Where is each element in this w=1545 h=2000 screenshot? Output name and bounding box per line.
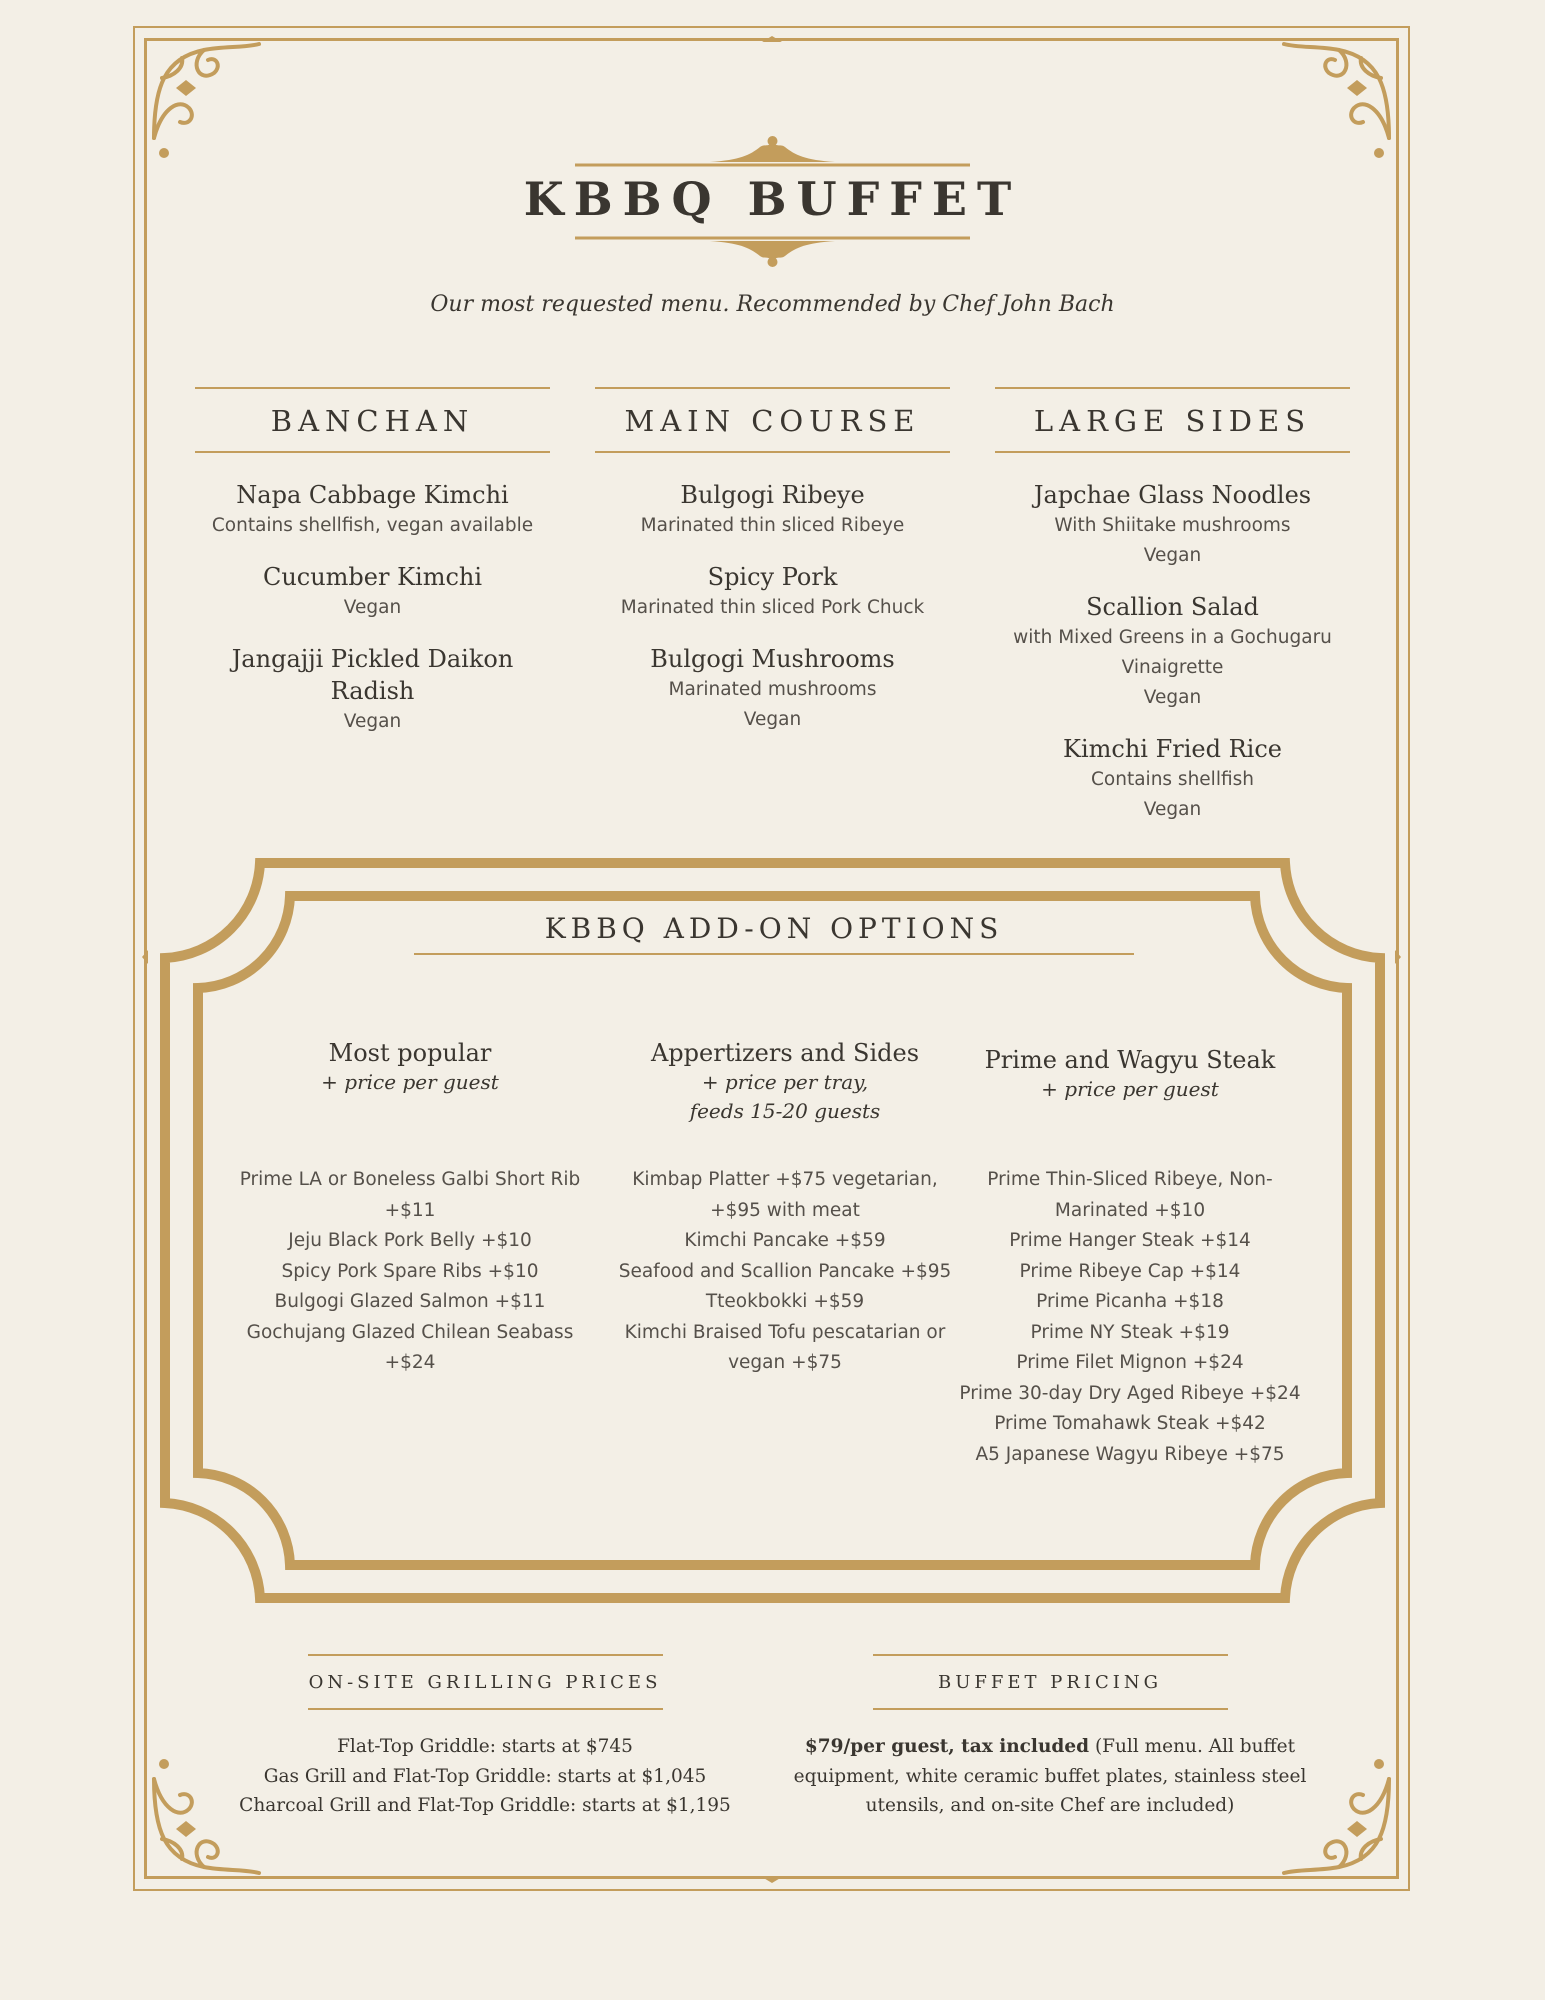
addon-list-item: Gochujang Glazed Chilean Seabass: [246, 1321, 574, 1343]
addon-heading: Prime and Wagyu Steak: [984, 1046, 1276, 1074]
grilling-price-lines: [230, 1732, 740, 1821]
addon-heading: Most popular: [328, 1039, 492, 1067]
item-desc: Vegan: [1143, 799, 1202, 820]
menu-item: [195, 479, 550, 541]
item-desc: With Shiitake mushrooms: [1054, 515, 1291, 536]
buffet-pricing-section: [790, 1654, 1310, 1821]
item-desc: Contains shellfish, vegan available: [211, 515, 534, 536]
title-ornament-bottom-icon: [570, 228, 975, 268]
menu-item: [995, 479, 1350, 571]
title-ornament-top-icon: [570, 135, 975, 175]
corner-ornament-top-left-icon: [144, 38, 269, 163]
addon-list-item: Marinated +$10: [1054, 1199, 1206, 1221]
item-name: Bulgogi Mushrooms: [650, 645, 895, 673]
buffet-price-lines: [790, 1732, 1310, 1821]
item-name: Kimchi Fried Rice: [1063, 735, 1282, 763]
item-name: Cucumber Kimchi: [262, 563, 483, 591]
corner-ornament-top-right-icon: [1274, 38, 1399, 163]
addon-column-most-popular: [225, 1038, 595, 1379]
menu-item: [995, 591, 1350, 713]
item-desc: Marinated thin sliced Pork Chuck: [620, 597, 925, 618]
item-desc: Vegan: [1143, 545, 1202, 566]
addon-note: + price per guest: [321, 1070, 499, 1094]
addon-column-prime-wagyu: [950, 1045, 1310, 1470]
addon-heading: Appertizers and Sides: [650, 1039, 920, 1067]
price-line: Charcoal Grill and Flat-Top Griddle: starts at $1,195: [239, 1795, 731, 1816]
addon-list-item: Seafood and Scallion Pancake +$95: [618, 1260, 952, 1282]
item-desc: with Mixed Greens in a Gochugaru: [1013, 627, 1332, 648]
addon-list-item: +$24: [384, 1352, 436, 1373]
menu-item: [195, 643, 550, 737]
page-subtitle: Our most requested menu. Recommended by Chef John Bach: [430, 292, 1115, 317]
page-title: KBBQ BUFFET: [523, 172, 1022, 226]
menu-item: [595, 643, 950, 735]
addon-list-item: Prime LA or Boneless Galbi Short Rib: [239, 1169, 581, 1190]
column-header: MAIN COURSE: [595, 387, 950, 453]
addon-note: + price per guest: [1041, 1077, 1219, 1101]
addon-list-item: Kimchi Braised Tofu pescatarian or: [624, 1321, 946, 1343]
addon-list-item: Prime Picanha +$18: [1036, 1291, 1224, 1312]
item-name: Japchae Glass Noodles: [1033, 481, 1312, 509]
addon-list-item: Prime NY Steak +$19: [1030, 1321, 1230, 1343]
section-header: BUFFET PRICING: [873, 1654, 1228, 1710]
addon-section-title: KBBQ ADD-ON OPTIONS: [414, 912, 1134, 955]
addon-note: + price per tray,: [701, 1070, 869, 1094]
addon-list-item: Kimbap Platter +$75 vegetarian,: [632, 1169, 938, 1190]
item-desc: Marinated thin sliced Ribeye: [640, 515, 905, 536]
menu-column-main-course: [595, 387, 950, 735]
addon-column-appetizers: [595, 1038, 975, 1379]
menu-item: [595, 479, 950, 541]
addon-note: feeds 15-20 guests: [689, 1099, 881, 1123]
price-line: equipment, white ceramic buffet plates, stainless steel: [793, 1765, 1307, 1787]
addon-list: [950, 1165, 1310, 1470]
item-name: Bulgogi Ribeye: [680, 481, 865, 509]
addon-list-item: Prime Filet Mignon +$24: [1016, 1352, 1244, 1373]
item-desc: Contains shellfish: [1091, 769, 1254, 790]
item-name: Scallion Salad: [1086, 593, 1259, 621]
buffet-price-detail: (Full menu. All buffet: [1089, 1736, 1296, 1757]
price-line: Gas Grill and Flat-Top Griddle: starts at $1,045: [263, 1765, 707, 1787]
addon-list: [225, 1165, 595, 1379]
addon-list-item: Prime Tomahawk Steak +$42: [994, 1413, 1266, 1434]
addon-list: [595, 1165, 975, 1379]
price-line: [790, 1732, 1310, 1762]
item-desc: Vegan: [743, 709, 802, 730]
grilling-prices-section: [230, 1654, 740, 1821]
item-desc: Vinaigrette: [1121, 657, 1224, 678]
menu-item: [595, 561, 950, 623]
column-header: LARGE SIDES: [995, 387, 1350, 453]
addon-list-item: +$11: [384, 1199, 436, 1221]
menu-item: [995, 733, 1350, 825]
addon-list-item: Kimchi Pancake +$59: [684, 1230, 886, 1251]
item-desc: Vegan: [343, 597, 402, 618]
section-header: ON-SITE GRILLING PRICES: [308, 1654, 663, 1710]
buffet-price: $79/per guest, tax included: [804, 1736, 1090, 1757]
addon-list-item: +$95 with meat: [710, 1199, 860, 1221]
addon-list-item: Prime Hanger Steak +$14: [1009, 1230, 1251, 1251]
item-name: Jangajji Pickled Daikon Radish: [231, 645, 514, 705]
item-desc: Vegan: [343, 711, 402, 732]
menu-column-large-sides: [995, 387, 1350, 825]
addon-list-item: Bulgogi Glazed Salmon +$11: [274, 1291, 546, 1312]
addon-list-item: vegan +$75: [728, 1352, 842, 1373]
addon-list-item: Tteokbokki +$59: [705, 1291, 865, 1312]
addon-list-item: Prime Thin-Sliced Ribeye, Non-: [987, 1169, 1273, 1190]
item-name: Napa Cabbage Kimchi: [236, 481, 509, 509]
item-desc: Vegan: [1143, 687, 1202, 708]
addon-list-item: Spicy Pork Spare Ribs +$10: [281, 1260, 539, 1282]
addon-list-item: Prime Ribeye Cap +$14: [1019, 1260, 1241, 1282]
item-name: Spicy Pork: [707, 563, 838, 591]
column-header: BANCHAN: [195, 387, 550, 453]
addon-list-item: A5 Japanese Wagyu Ribeye +$75: [975, 1443, 1285, 1465]
menu-item: [195, 561, 550, 623]
price-line: utensils, and on-site Chef are included): [865, 1795, 1235, 1816]
addon-list-item: Jeju Black Pork Belly +$10: [288, 1230, 532, 1251]
price-line: Flat-Top Griddle: starts at $745: [337, 1736, 633, 1757]
menu-column-banchan: [195, 387, 550, 737]
item-desc: Marinated mushrooms: [668, 679, 877, 700]
addon-list-item: Prime 30-day Dry Aged Ribeye +$24: [959, 1382, 1301, 1404]
